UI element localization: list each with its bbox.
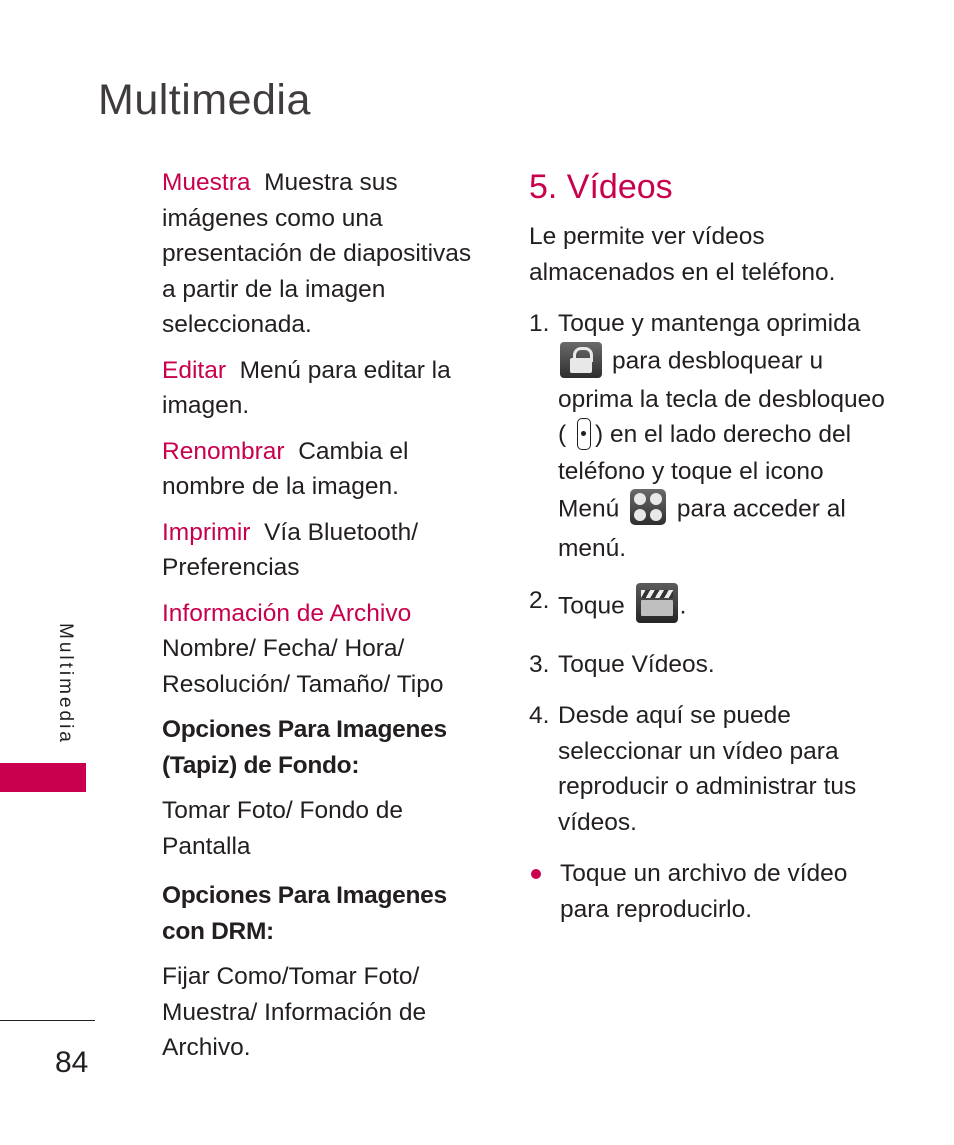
step-1: 1. Toque y mantenga oprimida para desbloquear u oprima la tecla de desbloqueo ( ) en el lado derecho del teléfono y toque el icono Menú para acceder al menú. (529, 306, 889, 567)
page-title: Multimedia (98, 76, 311, 124)
left-column (162, 165, 487, 1080)
wallpaper-options-text: Tomar Foto/ Fondo de Pantalla (162, 797, 404, 860)
right-column (529, 165, 889, 927)
wallpaper-options-heading: Opciones Para Imagenes (Tapiz) de Fondo: (162, 716, 447, 779)
option-description: Muestra sus imágenes como una presentación de diapositivas a partir de la imagen seleccionada. (162, 169, 472, 338)
drm-options-text: Fijar Como/Tomar Foto/ Muestra/ Información de Archivo. (162, 963, 427, 1061)
section-title: 5. Vídeos (529, 168, 673, 206)
videos-menu-label: Vídeos (631, 650, 708, 678)
step-number: 2. (529, 586, 550, 614)
side-tab-label: Multimedia (55, 623, 76, 745)
option-description: Nombre/ Fecha/ Hora/ Resolución/ Tamaño/ Tipo (162, 635, 444, 698)
option-description: Cambia el nombre de la imagen. (162, 437, 409, 500)
step-4: 4. Desde aquí se puede seleccionar un vídeo para reproducir o administrar tus vídeos. (529, 698, 889, 840)
step-number: 1. (529, 310, 550, 337)
option-description: Vía Bluetooth/ Preferencias (162, 518, 419, 581)
step-3: 3. Toque Vídeos. (529, 647, 889, 683)
option-entry (162, 165, 487, 343)
bullet-item: Toque un archivo de vídeo para reproducirlo. (529, 856, 889, 927)
option-entry (162, 515, 487, 586)
option-term: Editar (162, 356, 227, 384)
drm-options-heading: Opciones Para Imagenes con DRM: (162, 882, 447, 945)
option-entry (162, 596, 487, 703)
step-2: 2. Toque . (529, 583, 889, 631)
side-unlock-key-icon (577, 418, 591, 450)
page-number: 84 (55, 1046, 89, 1079)
option-term: Muestra (162, 169, 251, 196)
option-term: Información de Archivo (162, 599, 412, 627)
step-number: 4. (529, 702, 550, 730)
menu-icon (630, 489, 666, 525)
lock-icon (560, 342, 602, 378)
step-number: 3. (529, 650, 550, 678)
option-entry (162, 353, 487, 424)
option-term: Renombrar (162, 437, 285, 465)
option-term: Imprimir (162, 518, 251, 546)
option-description: Menú para editar la imagen. (162, 356, 451, 419)
side-tab-marker (0, 763, 86, 792)
footer-divider (0, 1020, 95, 1021)
section-intro: Le permite ver vídeos almacenados en el teléfono. (529, 223, 836, 286)
clapperboard-icon (636, 583, 678, 623)
bullet-dot-icon (531, 869, 541, 879)
option-entry (162, 434, 487, 505)
